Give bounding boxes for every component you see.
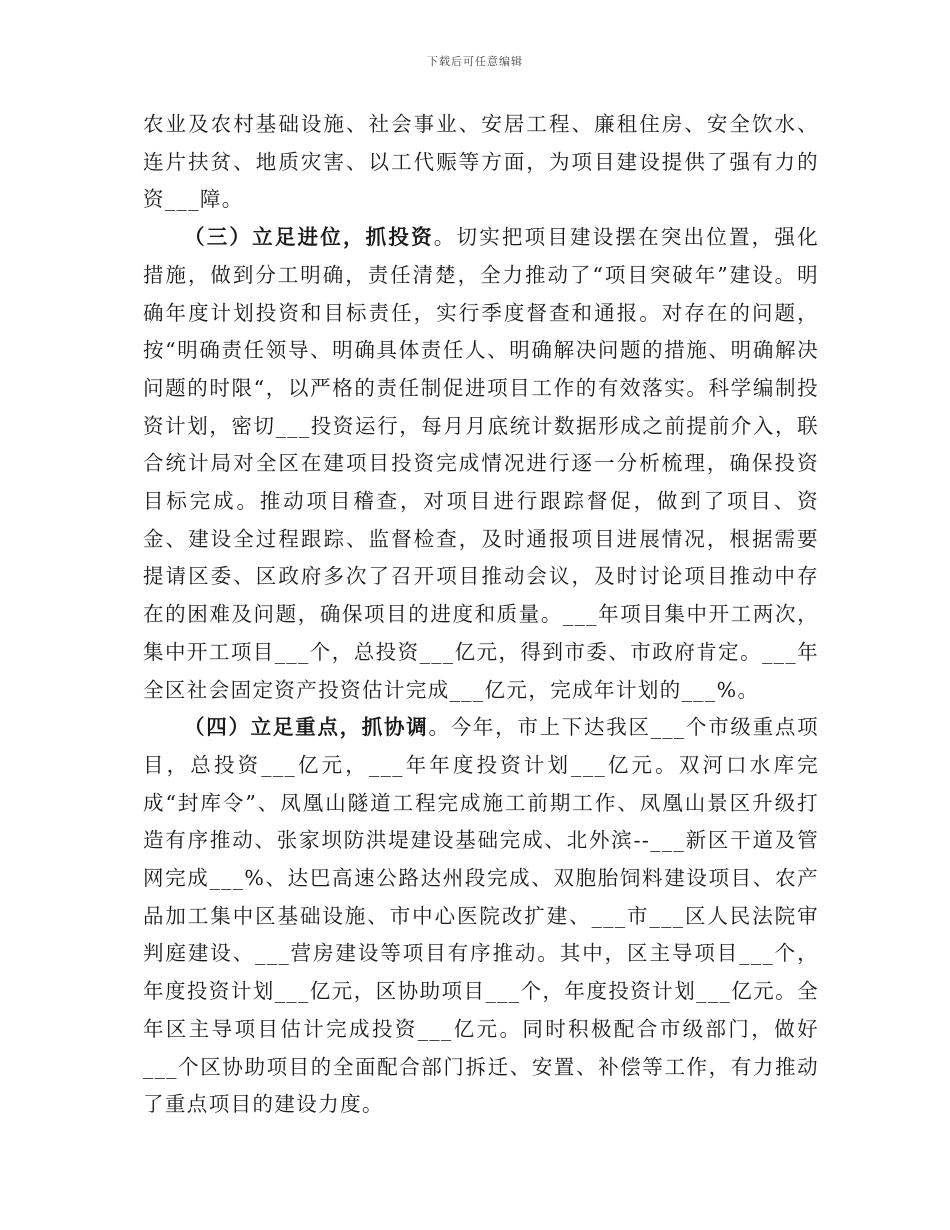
section-heading-three: （三）立足进位，抓投资	[184, 225, 434, 250]
paragraph-section-three	[143, 219, 819, 709]
paragraph-text: 。切实把项目建设摆在突出位置，强化措施，做到分工明确，责任清楚，全力推动了“项目突破年”建设。明确年度计划投资和目标责任，实行季度督查和通报。对存在的问题，按“明确责任领导、明确具体责任人、明确解决问题的措施、明确解决问题的时限“，以严格的责任制促进项目工作的有效落实。科学编制投资计划，密切___投资运行，每月月底统计数据形成之前提前介入，联合统计局对全区在建项目投资完成情况进行逐一分析梳理，确保投资目标完成。推动项目稽查，对项目进行跟踪督促，做到了项目、资金、建设全过程跟踪、监督检查，及时通报项目进展情况，根据需要提请区委、区政府多次了召开项目推动会议，及时讨论项目推动中存在的困难及问题，确保项目的进度和质量。___年项目集中开工两次，集中开工项目___个，总投资___亿元，得到市委、市政府肯定。___年全区社会固定资产投资估计完成___亿元，完成年计划的___%。	[143, 225, 819, 702]
document-body	[143, 106, 819, 1124]
paragraph-text: 。今年，市上下达我区___个市级重点项目，总投资___亿元，___年年度投资计划___亿元。双河口水库完成“封库令”、凤凰山隧道工程完成施工前期工作、凤凰山景区升级打造有序推动、张家坝防洪堤建设基础完成、北外滨--___新区干道及管网完成___%、达巴高速公路达州段完成、双胞胎饲料建设项目、农产品加工集中区基础设施、市中心医院改扩建、___市___区人民法院审判庭建设、___营房建设等项目有序推动。其中，区主导项目___个，年度投资计划___亿元，区协助项目___个，年度投资计划___亿元。全年区主导项目估计完成投资___亿元。同时积极配合市级部门，做好___个区协助项目的全面配合部门拆迁、安置、补偿等工作，有力推动了重点项目的建设力度。	[143, 715, 819, 1117]
paragraph-section-four	[143, 709, 819, 1124]
paragraph-continuation	[143, 106, 819, 219]
section-heading-four: （四）立足重点，抓协调	[184, 715, 429, 740]
page-header: 下载后可任意编辑	[427, 55, 523, 68]
paragraph-text: 农业及农村基础设施、社会事业、安居工程、廉租住房、安全饮水、连片扶贫、地质灾害、以工代赈等方面，为项目建设提供了强有力的资___障。	[143, 112, 819, 212]
